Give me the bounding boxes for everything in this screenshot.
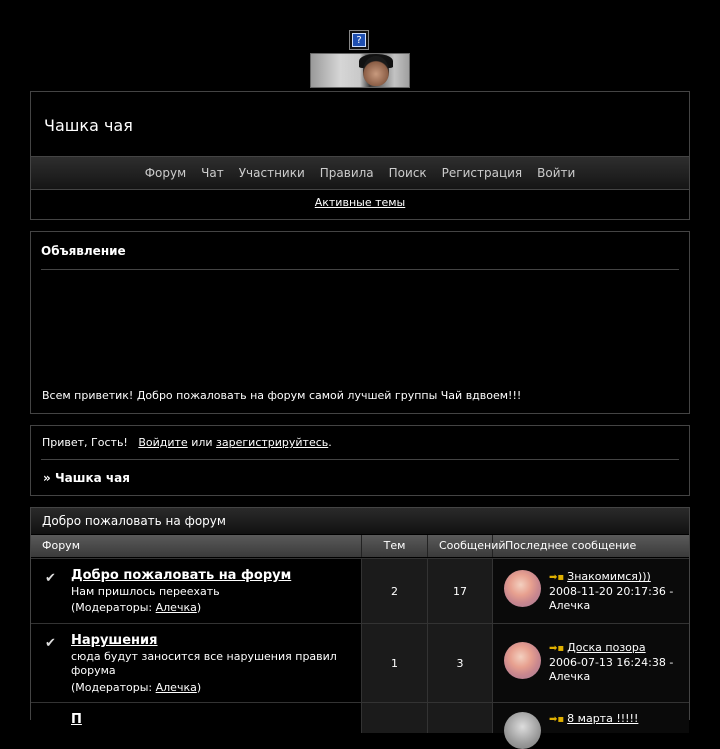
site-banner-image xyxy=(310,53,410,88)
column-topics: Тем xyxy=(362,535,428,557)
avatar[interactable] xyxy=(504,570,541,607)
breadcrumb xyxy=(43,471,130,485)
last-post-info xyxy=(549,641,673,684)
register-link[interactable]: зарегистрируйтесь xyxy=(216,436,329,449)
posts-count: 3 xyxy=(456,657,464,670)
last-post-date: 2008-11-20 20:17:36 - xyxy=(549,585,674,598)
arrow-page-icon[interactable]: ➡▪ xyxy=(549,643,565,654)
nav-register[interactable]: Регистрация xyxy=(441,166,523,180)
site-header xyxy=(30,91,690,220)
column-forum: Форум xyxy=(31,535,362,557)
breadcrumb-home[interactable]: Чашка чая xyxy=(54,471,130,485)
forum-row xyxy=(31,558,689,623)
arrow-page-icon[interactable]: ➡▪ xyxy=(549,714,565,725)
forum-title xyxy=(71,712,82,727)
forum-description: Нам пришлось переехать xyxy=(71,585,220,598)
moderators-label: (Модераторы: xyxy=(71,681,153,694)
forum-title-link[interactable]: П xyxy=(71,712,82,727)
nav-search[interactable]: Поиск xyxy=(388,166,427,180)
column-posts: Сообщений xyxy=(428,535,493,557)
sub-navigation xyxy=(31,196,689,209)
posts-count: 17 xyxy=(453,585,467,598)
nav-forum[interactable]: Форум xyxy=(144,166,187,180)
moderator-link[interactable]: Алечка xyxy=(155,601,197,614)
breadcrumb-separator: » xyxy=(43,471,51,485)
last-post-info xyxy=(549,570,673,613)
moderators-close: ) xyxy=(196,681,202,694)
moderators-label: (Модераторы: xyxy=(71,601,153,614)
checkmark-icon: ✔ xyxy=(45,636,56,651)
column-last-post: Последнее сообщение xyxy=(505,539,637,552)
period-text: . xyxy=(328,436,332,449)
last-post-author: Алечка xyxy=(549,599,591,612)
main-navigation xyxy=(31,156,689,190)
divider xyxy=(41,459,679,460)
announcement-panel xyxy=(30,231,690,414)
site-title: Чашка чая xyxy=(44,116,133,135)
login-link[interactable]: Войдите xyxy=(138,436,188,449)
broken-image-icon: ? xyxy=(349,30,369,50)
moderators-close: ) xyxy=(196,601,202,614)
forum-row xyxy=(31,623,689,702)
last-post-author: Алечка xyxy=(549,670,591,683)
divider xyxy=(41,269,679,270)
last-post-link[interactable]: Доска позора xyxy=(567,641,646,654)
nav-login[interactable]: Войти xyxy=(537,166,576,180)
forum-moderators xyxy=(71,681,201,694)
welcome-panel xyxy=(30,425,690,496)
last-post-link[interactable]: Знакомимся))) xyxy=(567,570,651,583)
checkmark-icon: ✔ xyxy=(45,571,56,586)
nav-rules[interactable]: Правила xyxy=(319,166,374,180)
forum-title xyxy=(71,633,158,648)
last-post-info xyxy=(549,712,638,727)
forum-title xyxy=(71,568,291,583)
forum-table xyxy=(30,507,690,727)
forum-moderators xyxy=(71,601,201,614)
forum-description: сюда будут заносится все нарушения правил форума xyxy=(71,650,337,677)
forum-row xyxy=(31,702,689,733)
category-header xyxy=(31,508,689,534)
nav-members[interactable]: Участники xyxy=(238,166,305,180)
topics-count: 2 xyxy=(391,585,398,598)
topics-count: 1 xyxy=(391,657,398,670)
announcement-title: Объявление xyxy=(41,244,126,258)
active-topics-link[interactable]: Активные темы xyxy=(314,196,406,209)
last-post-link[interactable]: 8 марта !!!!! xyxy=(567,712,639,725)
avatar[interactable] xyxy=(504,642,541,679)
last-post-date: 2006-07-13 16:24:38 - xyxy=(549,656,674,669)
nav-chat[interactable]: Чат xyxy=(201,166,224,180)
forum-title-link[interactable]: Добро пожаловать на форум xyxy=(71,568,292,583)
greeting-text: Привет, Гость! xyxy=(42,436,128,449)
category-title: Добро пожаловать на форум xyxy=(42,514,226,528)
or-text: или xyxy=(191,436,213,449)
avatar[interactable] xyxy=(504,712,541,749)
guest-greeting xyxy=(42,436,332,449)
forum-title-link[interactable]: Нарушения xyxy=(71,633,158,648)
announcement-text: Всем приветик! Добро пожаловать на форум самой лучшей группы Чай вдвоем!!! xyxy=(42,389,522,402)
moderator-link[interactable]: Алечка xyxy=(155,681,197,694)
arrow-page-icon[interactable]: ➡▪ xyxy=(549,572,565,583)
column-headers xyxy=(31,535,689,557)
